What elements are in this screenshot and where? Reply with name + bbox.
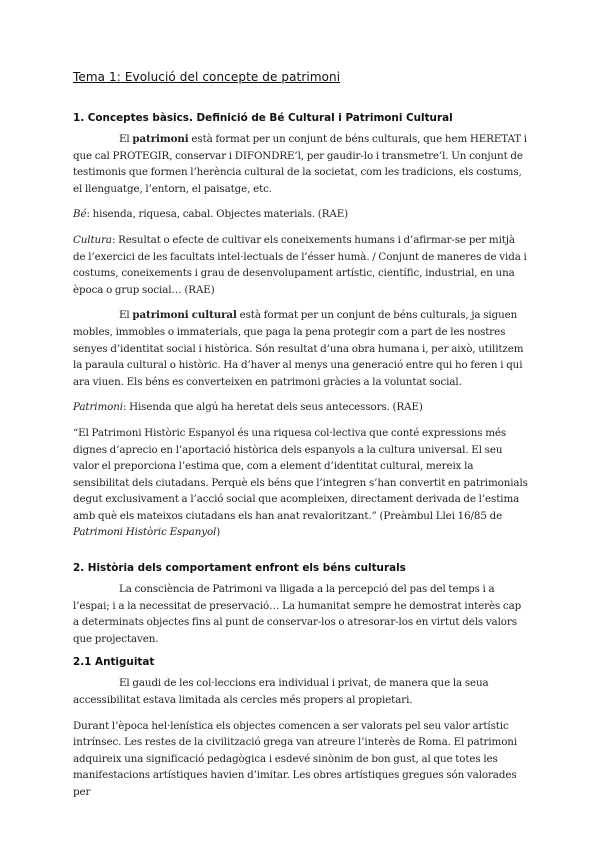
definition-term: Cultura <box>73 233 112 246</box>
definition-term: Bé <box>73 208 87 221</box>
definition-text: : Resultat o efecte de cultivar els coneixements humans i d’afirmar-se per mitjà de l’exercici de les facultats intel·lectuals de l’ésser humà. / Conjunt de maneres de vida i costums, coneixements i grau de desenvolupament artístic, científic, industrial, en una època o grup social… (RAE) <box>73 233 527 296</box>
spacer <box>73 550 528 562</box>
paragraph-patrimoni <box>73 131 528 197</box>
bold-term: patrimoni cultural <box>132 309 237 322</box>
bold-term: patrimoni <box>132 133 189 145</box>
definition-text: : Hisenda que algú ha heretat dels seus antecessors. (RAE) <box>122 401 423 414</box>
document-body <box>73 70 528 810</box>
subsection-antiguitat-heading: 2.1 Antiguitat <box>73 656 155 669</box>
definition-text: : hisenda, riquesa, cabal. Objectes materials. (RAE) <box>86 208 349 221</box>
paragraph-hellenistica: Durant l’època hel·lenística els objectes comencen a ser valorats pel seu valor artístic intrínsec. Les restes de la civilització grega van atreure l’interès de Roma. El patrimoni adquireix una significació pedagògica i esdevé sinònim de bon gust, al que totes les manifestacions artístiques havien d’imitar. Les obres artístiques gregues són valorades per <box>73 719 518 798</box>
text-run: està format per un conjunt de béns culturals, ja siguen mobles, immobles o immaterials, que paga la pena protegir com a part de les nostres senyes d’identitat social i històrica. Són resultat d’una obra humana i, per això, utilitzem la paraula cultural o històric. Ha d’haver al menys una generació entre qui ho feren i qui ara viuen. Els béns es converteixen en patrimoni gràcies a la voluntat social. <box>73 309 524 388</box>
quote-text: “El Patrimoni Històric Espanyol és una riquesa col·lectiva que conté expressions més dignes d’aprecio en l’aportació històrica dels espanyols a la cultura universal. El seu valor el preporciona l’estima que, com a element d’identitat cultural, mereix la sensibilitat dels ciutadans. Perquè els béns que l’integren s’han convertit en patrimonials degut exclusivament a l’acció social que acompleixen, directament derivada de l’estima amb què els mateixos ciutadans els han anat revaloritzant.” (Preàmbul Llei 16/85 de <box>73 426 528 522</box>
paragraph-consciencia: La consciència de Patrimoni va lligada a la percepció del pas del temps i a l’espai; i a la necessitat de preservació… La humanitat sempre he demostrat interès cap a determinats objectes fins al punt de conservar-los o atresorar-los en virtut dels valors que projectaven. <box>73 583 522 645</box>
law-quote <box>73 425 528 541</box>
paragraph-patrimoni-cultural <box>73 307 528 390</box>
law-title: Patrimoni Històric Espanyol <box>73 526 217 539</box>
definition-cultura <box>73 232 528 298</box>
section-1-heading: 1. Conceptes bàsics. Definició de Bé Cultural i Patrimoni Cultural <box>73 112 453 124</box>
text-run: El <box>119 309 133 322</box>
text-run: El <box>119 133 133 145</box>
page-title: Tema 1: Evolució del concepte de patrimoni <box>73 70 341 84</box>
paragraph-gaudi: El gaudi de les col·leccions era individual i privat, de manera que la seua accessibilitat estava limitada als cercles més propers al propietari. <box>73 677 489 707</box>
definition-patrimoni <box>73 399 528 416</box>
section-2-heading: 2. Història dels comportament enfront els béns culturals <box>73 562 406 575</box>
definition-be <box>73 206 528 223</box>
text-run: ) <box>216 526 221 539</box>
text-run: està format per un conjunt de béns culturals, que hem HERETAT i que cal PROTEGIR, conservar i DIFONDRE’l, per gaudir-lo i transmetre’l. Un conjunt de testimonis que formen l’herència cultural de la societat, com les tradicions, els costums, el llenguatge, l’entorn, el paisatge, etc. <box>73 133 527 195</box>
definition-term: Patrimoni <box>73 401 123 414</box>
